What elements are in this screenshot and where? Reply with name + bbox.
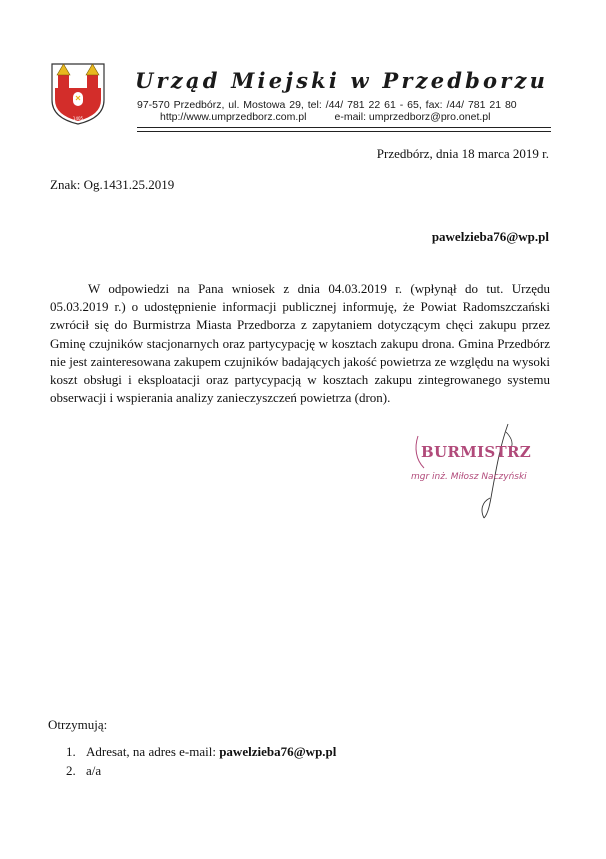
list-item	[66, 743, 336, 762]
letter-date: Przedbórz, dnia 18 marca 2019 r.	[376, 146, 549, 161]
list-item-number: 2.	[66, 762, 76, 778]
letter-body	[50, 280, 550, 407]
list-item-number: 1.	[66, 744, 76, 759]
signatory-name: mgr inż. Miłosz Naczyński	[411, 472, 527, 482]
organization-address: 97-570 Przedbórz, ul. Mostowa 29, tel: /44/ 781 22 61 - 65, fax: /44/ 781 21 80	[137, 99, 517, 111]
list-item-email: pawelzieba76@wp.pl	[219, 744, 337, 759]
list-item-text: Adresat, na adres e-mail:	[86, 744, 220, 759]
letter-body-text: W odpowiedzi na Pana wniosek z dnia 04.03.2019 r. (wpłynął do tut. Urzędu 05.03.2019 r.) o udostępnienie informacji publicznej informuję, że Powiat Radomszczański zwrócił się do Burmistrza Miasta Przedborza z zapytaniem dotyczącym chęci zakupu przez Gminę czujników stacjonarnych oraz partycypację w kosztach zakupu drona. Gmina Przedbórz nie jest zainteresowana zakupem czujników badających jakość powietrza ze względu na wysoki koszt obsługi i eksploatacji oraz partycypacją w kosztach zakupu zintegrowanego systemu obserwacji i wspierania analizy zanieczyszczeń powietrza (dron).	[50, 281, 550, 406]
website-link[interactable]: http://www.umprzedborz.com.pl	[160, 111, 307, 123]
recipients-heading: Otrzymują:	[48, 717, 108, 732]
organization-contact	[160, 111, 490, 123]
recipients-list	[66, 743, 336, 780]
crest-year: 1405	[72, 116, 84, 121]
header-divider-thin	[137, 131, 551, 132]
handwritten-signature	[400, 418, 530, 523]
signature-title: BURMISTRZ	[421, 443, 531, 461]
reference-number: Znak: Og.1431.25.2019	[50, 177, 175, 192]
recipient-email: pawelzieba76@wp.pl	[431, 229, 549, 244]
list-item-text: a/a	[86, 762, 102, 778]
list-item	[66, 762, 336, 781]
coat-of-arms-logo	[50, 60, 106, 126]
organization-email[interactable]: e-mail: umprzedborz@pro.onet.pl	[334, 111, 491, 123]
organization-name: Urząd Miejski w Przedborzu	[135, 68, 549, 93]
header-divider	[137, 127, 551, 128]
